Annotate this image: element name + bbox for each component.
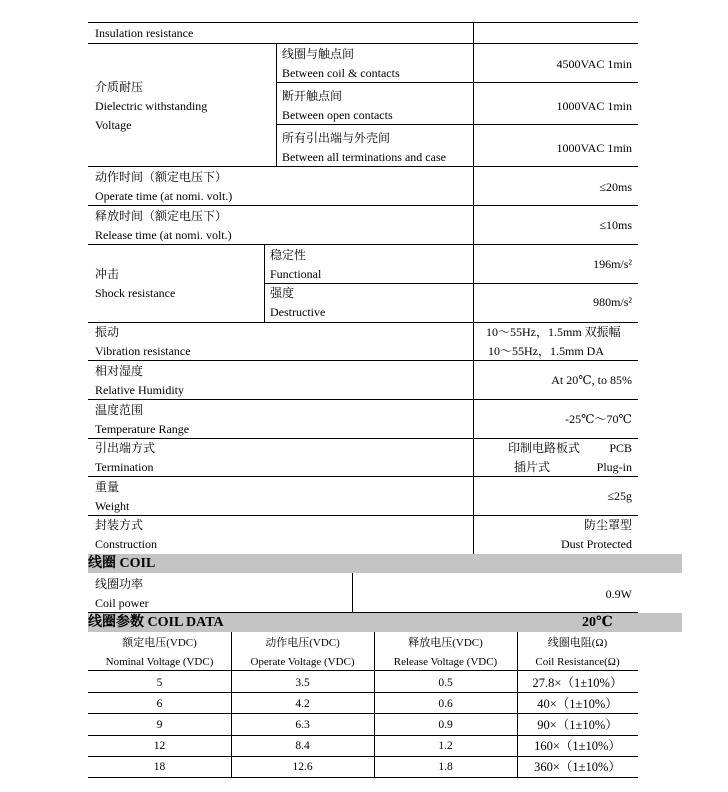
col-header-resistance-en: Coil Resistance(Ω) xyxy=(535,656,620,668)
coil-data-temperature: 20℃ xyxy=(582,615,613,630)
cell-release: 0.9 xyxy=(438,719,453,731)
shock-row-cn: 稳定性 xyxy=(270,248,307,262)
construction-en: Construction xyxy=(95,537,157,551)
col-header-resistance-cn: 线圈电阻(Ω) xyxy=(547,637,608,649)
coil-data-section-title: 线圈参数 COIL DATA xyxy=(88,615,224,630)
cell-release: 1.8 xyxy=(438,761,453,773)
insulation-label: Insulation resistance xyxy=(95,26,194,40)
dielectric-row-value: 4500VAC 1min xyxy=(556,57,632,71)
cell-release: 1.2 xyxy=(438,740,453,752)
vibration-cn: 振动 xyxy=(95,325,120,339)
col-header-operate-en: Operate Voltage (VDC) xyxy=(250,656,355,668)
cell-resistance: 40×（1±10%） xyxy=(537,697,618,711)
cell-release: 0.6 xyxy=(438,698,453,710)
cell-operate: 8.4 xyxy=(295,740,310,752)
termination-cn: 引出端方式 xyxy=(95,441,156,455)
col-header-nominal-cn: 额定电压(VDC) xyxy=(122,637,197,649)
temperature-cn: 温度范围 xyxy=(95,403,144,417)
cell-release: 0.5 xyxy=(438,677,453,689)
shock-row-value: 196m/s² xyxy=(593,257,632,271)
temperature-value: -25℃～70℃ xyxy=(565,412,632,426)
dielectric-row-cn: 线圈与触点间 xyxy=(282,47,355,61)
termination-opt2-en: Plug-in xyxy=(596,460,632,474)
termination-opt1-en: PCB xyxy=(609,441,632,455)
dielectric-row-value: 1000VAC 1min xyxy=(556,99,632,113)
temperature-en: Temperature Range xyxy=(95,422,190,436)
dielectric-row-en: Between all terminations and case xyxy=(282,150,446,164)
dielectric-row-cn: 所有引出端与外壳间 xyxy=(282,131,391,145)
shock-row-en: Destructive xyxy=(270,305,326,319)
release-time-cn: 释放时间（额定电压下） xyxy=(95,209,228,223)
shock-row-value: 980m/s² xyxy=(593,295,632,309)
weight-value: ≤25g xyxy=(607,489,632,503)
cell-resistance: 27.8×（1±10%） xyxy=(532,676,623,690)
cell-nominal: 18 xyxy=(153,761,166,773)
coil-power-value: 0.9W xyxy=(605,587,632,601)
release-time-value: ≤10ms xyxy=(599,218,632,232)
termination-en: Termination xyxy=(95,460,154,474)
shock-row-cn: 强度 xyxy=(270,286,295,300)
humidity-en: Relative Humidity xyxy=(95,383,184,397)
dielectric-label-cn: 介质耐压 xyxy=(95,80,144,94)
construction-cn: 封装方式 xyxy=(95,518,144,532)
coil-power-en: Coil power xyxy=(95,596,149,610)
cell-nominal: 6 xyxy=(156,698,163,710)
dielectric-label-en2: Voltage xyxy=(95,118,132,132)
cell-nominal: 9 xyxy=(156,719,163,731)
col-header-operate-cn: 动作电压(VDC) xyxy=(265,637,340,649)
weight-cn: 重量 xyxy=(95,480,120,494)
coil-section-band xyxy=(88,554,682,573)
col-header-nominal-en: Nominal Voltage (VDC) xyxy=(105,656,214,668)
cell-operate: 3.5 xyxy=(295,677,310,689)
cell-operate: 12.6 xyxy=(292,761,313,773)
dielectric-row-en: Between coil & contacts xyxy=(282,66,400,80)
cell-resistance: 160×（1±10%） xyxy=(534,739,621,753)
termination-opt1-cn: 印制电路板式 xyxy=(508,441,581,455)
cell-resistance: 360×（1±10%） xyxy=(534,760,621,774)
coil-section-title: 线圈 COIL xyxy=(88,556,156,571)
cell-operate: 6.3 xyxy=(295,719,310,731)
operate-time-en: Operate time (at nomi. volt.) xyxy=(95,189,233,203)
vibration-en: Vibration resistance xyxy=(95,344,191,358)
termination-opt2-cn: 插片式 xyxy=(514,460,551,474)
cell-nominal: 5 xyxy=(156,677,163,689)
operate-time-value: ≤20ms xyxy=(599,180,632,194)
cell-operate: 4.2 xyxy=(295,698,310,710)
shock-en: Shock resistance xyxy=(95,286,176,300)
humidity-value: At 20℃, to 85% xyxy=(551,373,632,387)
dielectric-row-value: 1000VAC 1min xyxy=(556,141,632,155)
weight-en: Weight xyxy=(95,499,130,513)
col-header-release-en: Release Voltage (VDC) xyxy=(393,656,498,668)
coil-power-cn: 线圈功率 xyxy=(95,577,144,591)
dielectric-row-cn: 断开触点间 xyxy=(282,89,343,103)
release-time-en: Release time (at nomi. volt.) xyxy=(95,228,232,242)
operate-time-cn: 动作时间（额定电压下） xyxy=(95,170,228,184)
cell-nominal: 12 xyxy=(153,740,166,752)
coil-data-section-band xyxy=(88,613,682,632)
vibration-value-en: 10～55Hz，1.5mm DA xyxy=(488,344,604,358)
construction-value-en: Dust Protected xyxy=(561,537,632,551)
shock-cn: 冲击 xyxy=(95,267,120,281)
vibration-value-cn: 10～55Hz，1.5mm 双振幅 xyxy=(486,325,621,339)
dielectric-row-en: Between open contacts xyxy=(282,108,393,122)
construction-value-cn: 防尘罩型 xyxy=(583,518,632,532)
dielectric-label-en: Dielectric withstanding xyxy=(95,99,208,113)
col-header-release-cn: 释放电压(VDC) xyxy=(408,637,483,649)
shock-row-en: Functional xyxy=(270,267,322,281)
humidity-cn: 相对湿度 xyxy=(95,364,144,378)
cell-resistance: 90×（1±10%） xyxy=(537,718,618,732)
